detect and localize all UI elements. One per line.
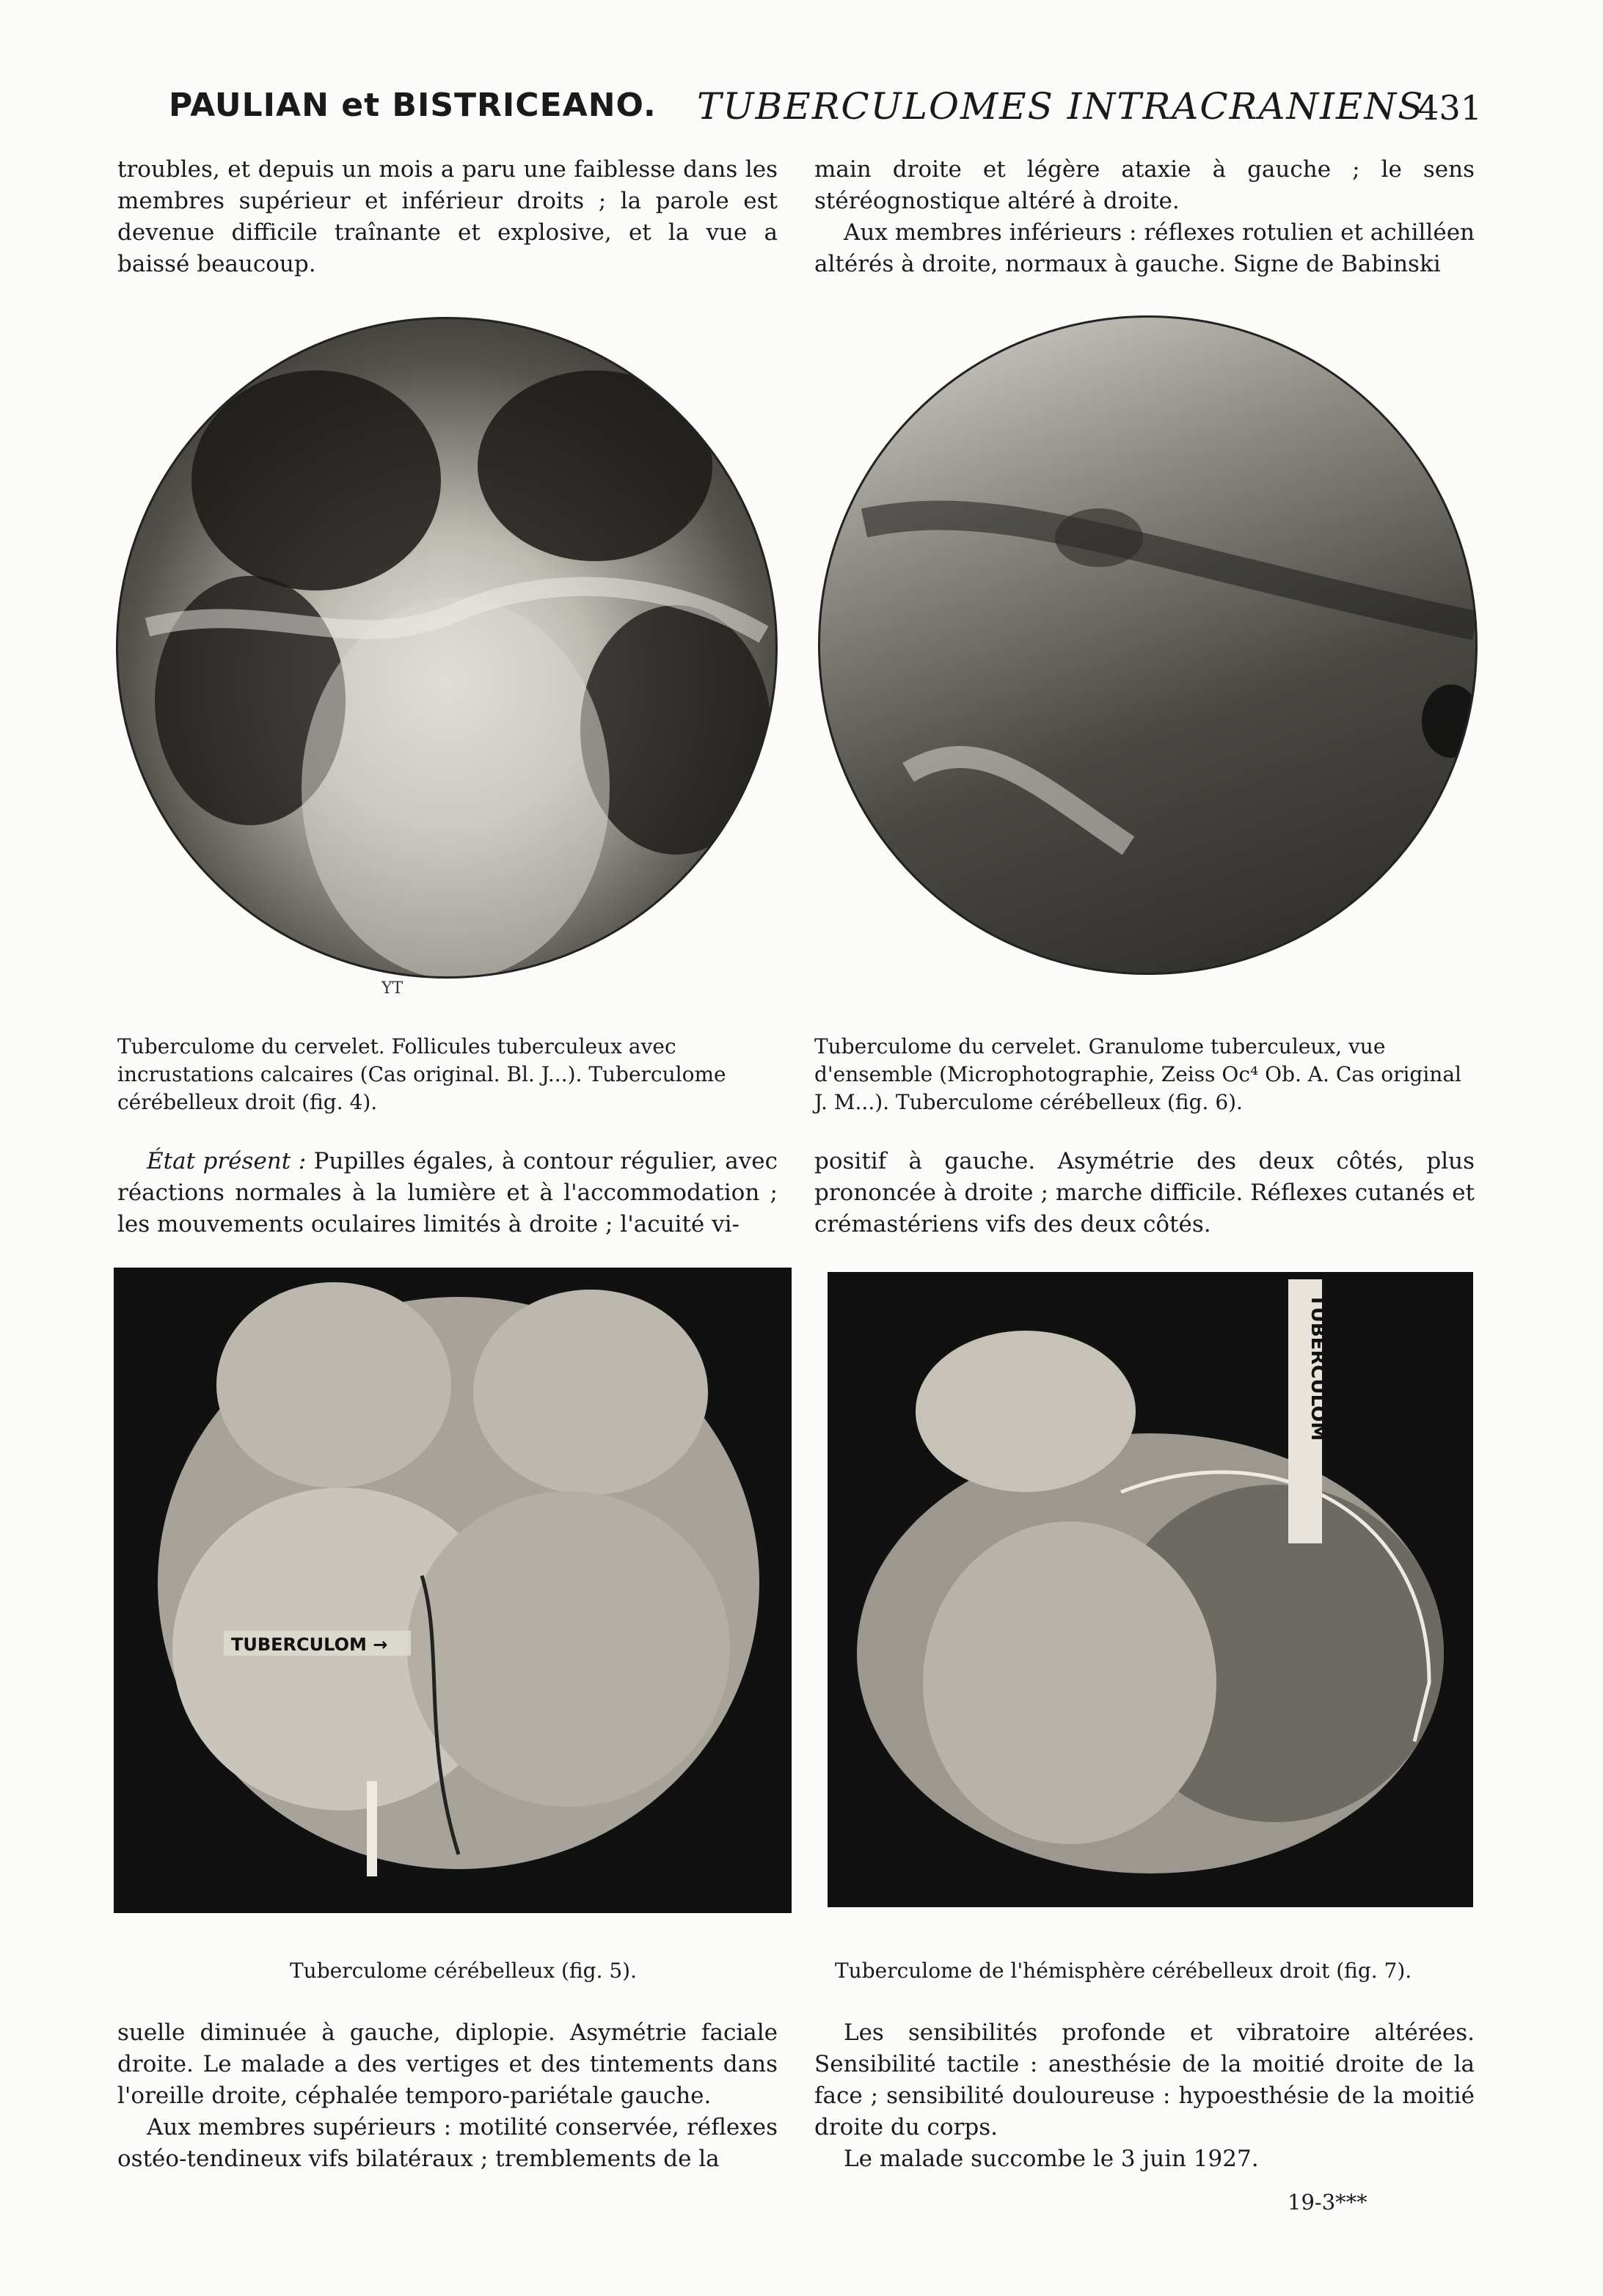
bottom-right-paragraphs [814, 2017, 1475, 2175]
follicle-shapes [118, 319, 775, 976]
page-number: 431 [1417, 88, 1482, 128]
paragraph-body: Pupilles égales, à contour régulier, avec réactions normales à la lumière et à l'accommodation ; les mouvements oculaires limités à droite ; l'acuité vi- [117, 1148, 778, 1237]
brain-shape [114, 1268, 792, 1913]
etat-present-heading: État présent : [147, 1148, 307, 1174]
figure-6-caption: Tuberculome du cervelet. Granulome tuberculeux, vue d'ensemble (Microphotographie, Zeiss Oc⁴ Ob. A. Cas original J. M...). Tuberculome cérébelleux (fig. 6). [814, 1034, 1461, 1114]
bottom-left-paragraphs [117, 2017, 778, 2175]
figure-4-caption: Tuberculome du cervelet. Follicules tuberculeux avec incrustations calcaires (Cas original. Bl. J...). Tuberculome cérébelleux droit (fig. 4). [117, 1034, 726, 1114]
figure-7-label: TUBERCULOM [1307, 1294, 1329, 1441]
paragraph: main droite et légère ataxie à gauche ; le sens stéréognostique altéré à droite. [814, 156, 1475, 214]
header-authors: PAULIAN et BISTRICEANO. [169, 87, 657, 124]
figure-4-micrograph [116, 317, 778, 979]
tumour-shape [828, 1272, 1473, 1907]
figure-7-photo [828, 1272, 1473, 1907]
top-left-paragraph [117, 154, 778, 280]
figure-5-caption: Tuberculome cérébelleux (fig. 5). [290, 1959, 638, 1983]
paragraph: Les sensibilités profonde et vibratoire altérées. Sensibilité tactile : anesthésie de la moitié droite de la face ; sensibilité douloureuse : hypoesthésie de la moitié droite du corps. [814, 2019, 1475, 2140]
paragraph [117, 1146, 778, 1240]
figure-4-mark: YT [381, 979, 404, 998]
paragraph: suelle diminuée à gauche, diplopie. Asymétrie faciale droite. Le malade a des vertiges et des tintements dans l'oreille droite, céphalée temporo-pariétale gauche. [117, 2019, 778, 2109]
paragraph: troubles, et depuis un mois a paru une faiblesse dans les membres supérieur et inférieur droits ; la parole est devenue difficile traînante et explosive, et la vue a baissé beaucoup. [117, 156, 778, 277]
middle-left-paragraph [117, 1146, 778, 1240]
signature-mark: 19-3*** [1288, 2190, 1368, 2215]
paragraph: positif à gauche. Asymétrie des deux côtés, plus prononcée à droite ; marche difficile. Réflexes cutanés et crémastériens vifs des deux côtés. [814, 1148, 1475, 1237]
paragraph: Le malade succombe le 3 juin 1927. [844, 2146, 1259, 2172]
figure-6-micrograph [818, 315, 1478, 975]
top-right-paragraphs [814, 154, 1475, 280]
middle-right-paragraph [814, 1146, 1475, 1240]
running-header [169, 82, 1482, 134]
figure-7-caption: Tuberculome de l'hémisphère cérébelleux droit (fig. 7). [835, 1959, 1412, 1983]
paragraph: Aux membres supérieurs : motilité conservée, réflexes ostéo-tendineux vifs bilatéraux ; tremblements de la [117, 2114, 778, 2172]
granuloma-shapes [820, 318, 1475, 973]
paragraph: Aux membres inférieurs : réflexes rotulien et achilléen altérés à droite, normaux à gauche. Signe de Babinski [814, 219, 1475, 277]
figure-5-photo [114, 1268, 792, 1913]
header-title: TUBERCULOMES INTRACRANIENS [697, 85, 1425, 128]
figure-5-label: TUBERCULOM → [231, 1634, 388, 1655]
